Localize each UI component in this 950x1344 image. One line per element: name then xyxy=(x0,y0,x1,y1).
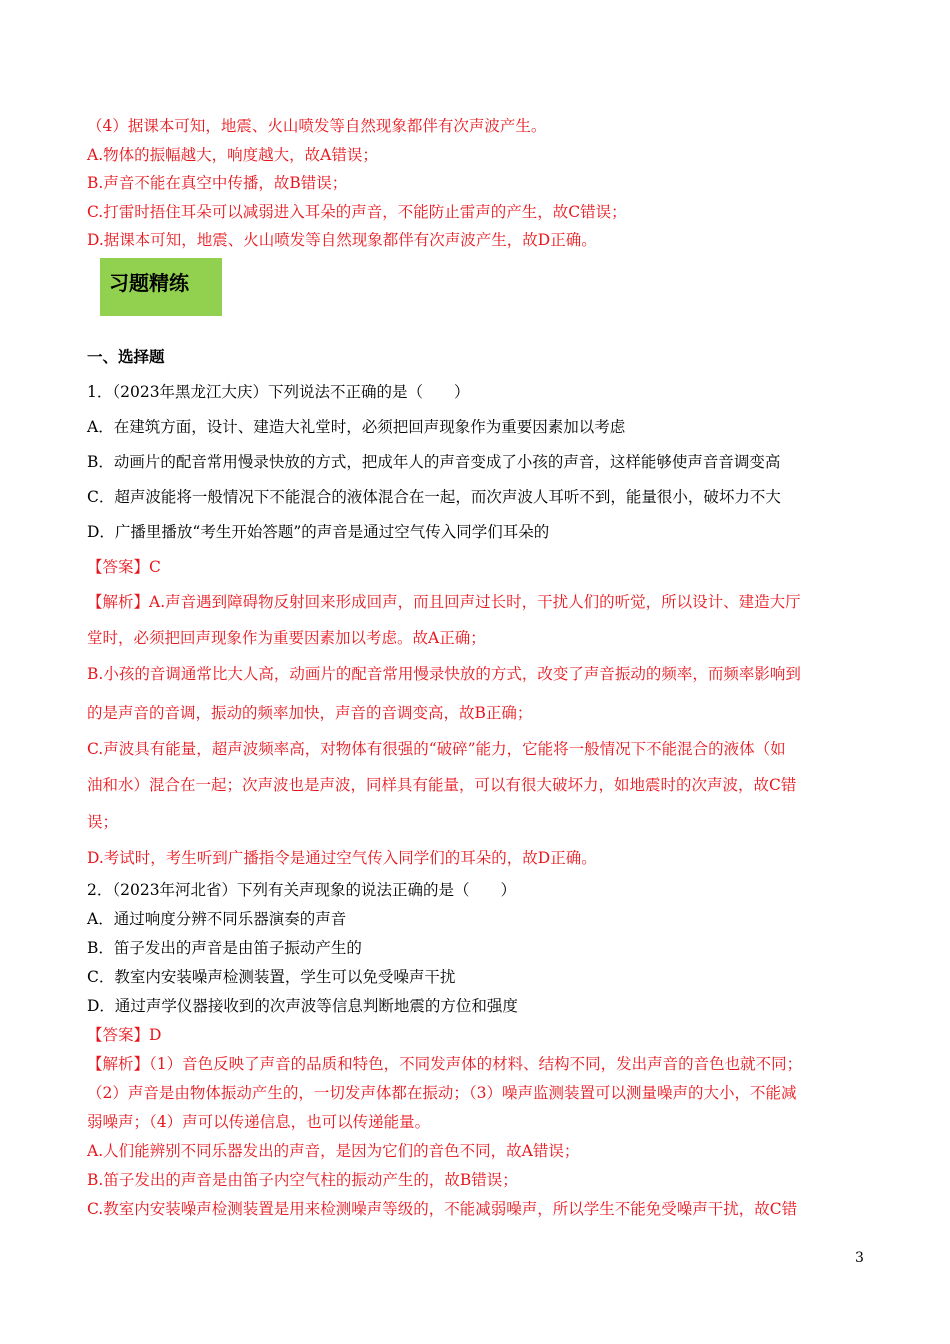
intro-line: B.声音不能在真空中传播，故B错误； xyxy=(87,174,348,192)
question-1-stem: 1．（2023年黑龙江大庆）下列说法不正确的是（ ） xyxy=(87,383,470,401)
page-number: 3 xyxy=(855,1250,864,1266)
intro-line: （4）据课本可知，地震、火山喷发等自然现象都伴有次声波产生。 xyxy=(87,117,547,135)
question-1-analysis: 堂时，必须把回声现象作为重要因素加以考虑。故A正确； xyxy=(87,629,486,647)
section-heading: 一、选择题 xyxy=(87,347,165,366)
question-2-analysis: C.教室内安装噪声检测装置是用来检测噪声等级的，不能减弱噪声，所以学生不能免受噪声干扰，故C错 xyxy=(87,1200,798,1218)
intro-line: C.打雷时捂住耳朵可以减弱进入耳朵的声音，不能防止雷声的产生，故C错误； xyxy=(87,203,627,221)
intro-line: A.物体的振幅越大，响度越大，故A错误； xyxy=(87,146,378,164)
section-badge xyxy=(100,258,222,316)
question-1-option-b: B．动画片的配音常用慢录快放的方式，把成年人的声音变成了小孩的声音，这样能够使声音音调变高 xyxy=(87,453,781,471)
question-1-option-a: A．在建筑方面，设计、建造大礼堂时，必须把回声现象作为重要因素加以考虑 xyxy=(87,418,626,436)
question-1-analysis: 误； xyxy=(87,813,119,831)
question-1-analysis: 的是声音的音调，振动的频率加快，声音的音调变高，故B正确； xyxy=(87,704,533,722)
question-2-option-c: C．教室内安装噪声检测装置，学生可以免受噪声干扰 xyxy=(87,968,456,986)
question-1-analysis: 【解析】A.声音遇到障碍物反射回来形成回声，而且回声过长时，干扰人们的听觉，所以设计、建造大厅 xyxy=(87,593,801,611)
question-1-option-d: D．广播里播放“考生开始答题”的声音是通过空气传入同学们耳朵的 xyxy=(87,523,550,541)
question-1-analysis: C.声波具有能量，超声波频率高，对物体有很强的“破碎”能力，它能将一般情况下不能混合的液体（如 xyxy=(87,740,786,758)
question-2-option-b: B．笛子发出的声音是由笛子振动产生的 xyxy=(87,939,362,957)
question-2-answer: 【答案】D xyxy=(87,1026,162,1044)
question-2-analysis: A.人们能辨别不同乐器发出的声音，是因为它们的音色不同，故A错误； xyxy=(87,1142,580,1160)
intro-line: D.据课本可知，地震、火山喷发等自然现象都伴有次声波产生，故D正确。 xyxy=(87,231,597,249)
question-2-analysis: 【解析】（1）音色反映了声音的品质和特色，不同发声体的材料、结构不同，发出声音的音色也就不同； xyxy=(87,1055,803,1073)
question-2-option-d: D．通过声学仪器接收到的次声波等信息判断地震的方位和强度 xyxy=(87,997,518,1015)
question-1-answer: 【答案】C xyxy=(87,558,161,576)
question-2-analysis: 弱噪声；（4）声可以传递信息，也可以传递能量。 xyxy=(87,1113,431,1131)
question-2-option-a: A．通过响度分辨不同乐器演奏的声音 xyxy=(87,910,347,928)
section-badge-label: 习题精练 xyxy=(109,271,189,295)
question-1-analysis: 油和水）混合在一起；次声波也是声波，同样具有能量，可以有很大破坏力，如地震时的次声波，故C错 xyxy=(87,776,797,794)
question-1-option-c: C．超声波能将一般情况下不能混合的液体混合在一起，而次声波人耳听不到，能量很小，破坏力不大 xyxy=(87,488,781,506)
question-1-analysis: D.考试时，考生听到广播指令是通过空气传入同学们的耳朵的，故D正确。 xyxy=(87,849,597,867)
question-1-analysis: B.小孩的音调通常比大人高，动画片的配音常用慢录快放的方式，改变了声音振动的频率，而频率影响到 xyxy=(87,665,801,683)
question-2-analysis: （2）声音是由物体振动产生的，一切发声体都在振动；（3）噪声监测装置可以测量噪声的大小，不能减 xyxy=(87,1084,797,1102)
question-2-analysis: B.笛子发出的声音是由笛子内空气柱的振动产生的，故B错误； xyxy=(87,1171,518,1189)
question-2-stem: 2．（2023年河北省）下列有关声现象的说法正确的是（ ） xyxy=(87,881,517,899)
